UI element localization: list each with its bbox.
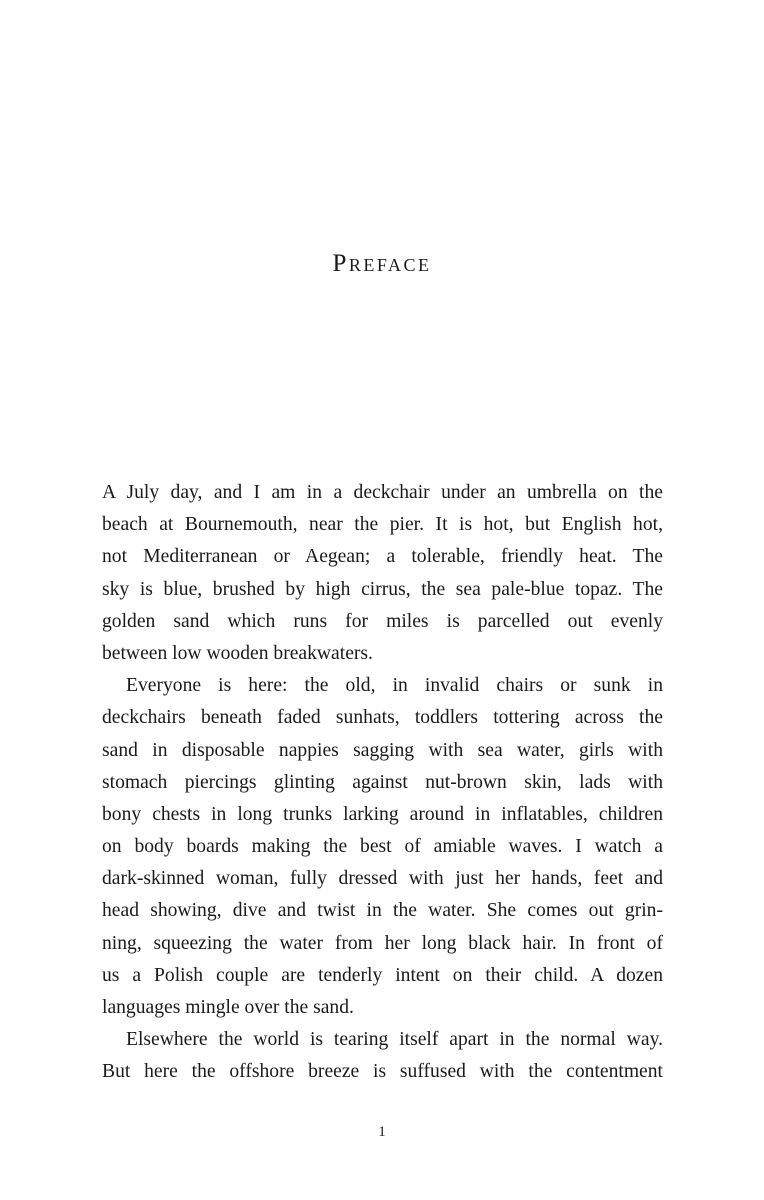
- text-line: us a Polish couple are tenderly intent on their child. A dozen: [102, 964, 663, 986]
- text-line: stomach piercings glinting against nut-brown skin, lads with: [102, 771, 663, 793]
- text-line: between low wooden breakwaters.: [102, 642, 373, 664]
- page-number: 1: [378, 1124, 386, 1140]
- text-line: golden sand which runs for miles is parcelled out evenly: [102, 610, 663, 632]
- text-line: not Mediterranean or Aegean; a tolerable, friendly heat. The: [102, 546, 663, 568]
- text-line: But here the offshore breeze is suffused with the contentment: [102, 1061, 663, 1083]
- text-line: sky is blue, brushed by high cirrus, the sea pale-blue topaz. The: [102, 578, 663, 600]
- text-line: bony chests in long trunks larking around in inflatables, children: [102, 803, 663, 825]
- paragraph-3: [102, 1024, 663, 1088]
- text-line: on body boards making the best of amiable waves. I watch a: [102, 836, 663, 858]
- text-line: beach at Bournemouth, near the pier. It is hot, but English hot,: [102, 514, 663, 536]
- text-line: Elsewhere the world is tearing itself apart in the normal way.: [126, 1029, 663, 1051]
- text-line: A July day, and I am in a deckchair under an umbrella on the: [102, 482, 663, 503]
- text-line: sand in disposable nappies sagging with sea water, girls with: [102, 739, 663, 761]
- paragraph-2: [102, 670, 663, 1024]
- text-line: head showing, dive and twist in the water. She comes out grin-: [102, 900, 663, 922]
- body-text: [102, 477, 663, 1089]
- text-line: dark-skinned woman, fully dressed with just her hands, feet and: [102, 868, 663, 890]
- chapter-title: Preface: [332, 250, 432, 277]
- paragraph-1: [102, 477, 663, 670]
- text-line: deckchairs beneath faded sunhats, toddlers tottering across the: [102, 707, 663, 729]
- text-line: Everyone is here: the old, in invalid chairs or sunk in: [126, 675, 663, 697]
- text-line: languages mingle over the sand.: [102, 997, 354, 1018]
- text-line: ning, squeezing the water from her long black hair. In front of: [102, 932, 663, 954]
